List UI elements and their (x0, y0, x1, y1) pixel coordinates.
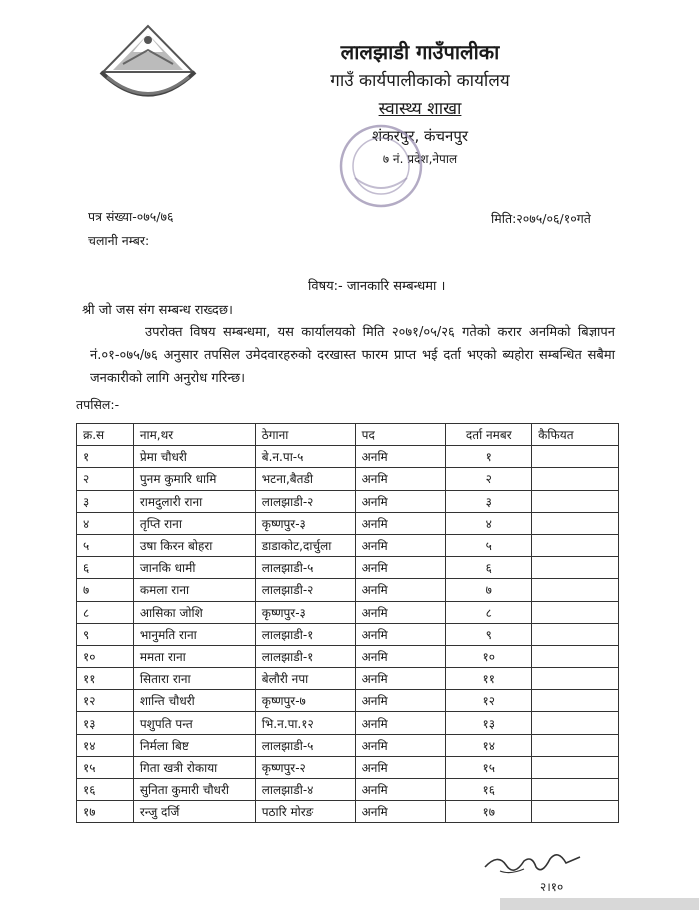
salutation: श्री जो जस संग सम्बन्ध राख्दछ। (82, 303, 233, 318)
table-row (77, 712, 619, 734)
cell-post: अनमि (355, 801, 446, 823)
cell-serial: ९ (77, 623, 134, 645)
cell-post: अनमि (355, 734, 446, 756)
cell-registration-number: १२ (446, 690, 532, 712)
table-row (77, 468, 619, 490)
cell-name: सितारा राना (133, 668, 255, 690)
cell-serial: २ (77, 468, 134, 490)
cell-serial: ७ (77, 579, 134, 601)
cell-remarks (532, 645, 619, 667)
section-name: स्वास्थ्य शाखा (378, 99, 462, 119)
cell-address: लालझाडी-४ (255, 779, 355, 801)
cell-name: सुनिता कुमारी चौधरी (133, 779, 255, 801)
cell-name: पशुपति पन्त (133, 712, 255, 734)
cell-serial: १० (77, 645, 134, 667)
reference-number: पत्र संख्या-०७५/७६ (88, 209, 174, 224)
table-row (77, 756, 619, 778)
cell-serial: १५ (77, 756, 134, 778)
applicant-register-table (76, 423, 619, 823)
letter-subject: विषय:- जानकारि सम्बन्धमा । (308, 279, 446, 294)
table-row (77, 534, 619, 556)
table-row (77, 601, 619, 623)
province-line: ७ नं. प्रदेश,नेपाल (382, 152, 458, 166)
cell-post: अनमि (355, 512, 446, 534)
cell-post: अनमि (355, 557, 446, 579)
cell-address: लालझाडी-५ (255, 557, 355, 579)
office-address: शंकरपुर, कंचनपुर (371, 127, 469, 145)
cell-address: पठारि मोरङ (255, 801, 355, 823)
cell-name: शान्ति चौधरी (133, 690, 255, 712)
table-row (77, 690, 619, 712)
letter-date: मिति:२०७५/०६/१०गते (491, 211, 591, 226)
cell-name: पुनम कुमारि धामि (133, 468, 255, 490)
cell-registration-number: ९ (446, 623, 532, 645)
cell-post: अनमि (355, 690, 446, 712)
municipality-name: लालझाडी गाउँपालीका (340, 40, 500, 64)
cell-address: बेलौरी नपा (255, 668, 355, 690)
cell-address: भि.न.पा.१२ (255, 712, 355, 734)
cell-serial: ८ (77, 601, 134, 623)
table-row (77, 734, 619, 756)
cell-serial: १७ (77, 801, 134, 823)
cell-remarks (532, 490, 619, 512)
cell-post: अनमि (355, 712, 446, 734)
cell-serial: ५ (77, 534, 134, 556)
cell-registration-number: ११ (446, 668, 532, 690)
cell-name: कमला राना (133, 579, 255, 601)
cell-address: कृष्णपुर-२ (255, 756, 355, 778)
table-header-row (77, 424, 619, 446)
header-remarks: कैफियत (532, 424, 619, 446)
cell-remarks (532, 623, 619, 645)
cell-post: अनमि (355, 490, 446, 512)
cell-post: अनमि (355, 468, 446, 490)
government-emblem-icon (93, 22, 203, 108)
cell-address: बे.न.पा-५ (255, 446, 355, 468)
cell-address: कृष्णपुर-७ (255, 690, 355, 712)
cell-registration-number: ५ (446, 534, 532, 556)
table-row (77, 446, 619, 468)
cell-post: अनमि (355, 779, 446, 801)
cell-registration-number: ८ (446, 601, 532, 623)
cell-registration-number: ७ (446, 579, 532, 601)
cell-registration-number: १ (446, 446, 532, 468)
cell-remarks (532, 801, 619, 823)
cell-registration-number: १४ (446, 734, 532, 756)
cell-remarks (532, 446, 619, 468)
cell-address: डाडाकोट,दार्चुला (255, 534, 355, 556)
table-row (77, 645, 619, 667)
cell-registration-number: १० (446, 645, 532, 667)
cell-address: लालझाडी-१ (255, 623, 355, 645)
cell-remarks (532, 468, 619, 490)
dispatch-number: चलानी नम्बर: (88, 233, 150, 248)
table-row (77, 801, 619, 823)
cell-post: अनमि (355, 623, 446, 645)
table-row (77, 779, 619, 801)
cell-address: भटना,बैतडी (255, 468, 355, 490)
cell-name: निर्मला बिष्ट (133, 734, 255, 756)
office-name: गाउँ कार्यपालीकाको कार्यालय (330, 71, 510, 91)
signature-mark: २।१० (540, 880, 564, 894)
cell-remarks (532, 601, 619, 623)
table-row (77, 579, 619, 601)
cell-remarks (532, 756, 619, 778)
letter-body: उपरोक्त विषय सम्बन्धमा, यस कार्यालयको मिति २०७१/०५/२६ गतेको करार अनमिको बिज्ञापन नं.०१-०७५/७६ अनुसार तपसिल उमेदवारहरुको दरखास्त फारम प्राप्त भई दर्ता भएको ब्यहोरा सम्बन्धित सबैमा जनकारीको लागि अनुरोध गरिन्छ। (90, 325, 615, 386)
cell-serial: १ (77, 446, 134, 468)
cell-address: लालझाडी-१ (255, 645, 355, 667)
cell-address: कृष्णपुर-३ (255, 601, 355, 623)
cell-name: जानकि धामी (133, 557, 255, 579)
cell-remarks (532, 734, 619, 756)
cell-post: अनमि (355, 601, 446, 623)
cell-serial: ११ (77, 668, 134, 690)
cell-post: अनमि (355, 534, 446, 556)
cell-post: अनमि (355, 756, 446, 778)
header-registration-number: दर्ता नमबर (446, 424, 532, 446)
cell-post: अनमि (355, 446, 446, 468)
table-row (77, 557, 619, 579)
cell-serial: १३ (77, 712, 134, 734)
cell-remarks (532, 557, 619, 579)
header-post: पद (355, 424, 446, 446)
cell-name: गिता खत्री रोकाया (133, 756, 255, 778)
table-row (77, 623, 619, 645)
cell-registration-number: ६ (446, 557, 532, 579)
cell-serial: ४ (77, 512, 134, 534)
cell-name: प्रेमा चौधरी (133, 446, 255, 468)
table-row (77, 512, 619, 534)
cell-address: कृष्णपुर-३ (255, 512, 355, 534)
cell-serial: ३ (77, 490, 134, 512)
cell-remarks (532, 712, 619, 734)
cell-name: तृप्ति राना (133, 512, 255, 534)
cell-remarks (532, 512, 619, 534)
cell-address: लालझाडी-५ (255, 734, 355, 756)
header-name: नाम,थर (133, 424, 255, 446)
cell-name: रामदुलारी राना (133, 490, 255, 512)
cell-address: लालझाडी-२ (255, 490, 355, 512)
cell-serial: १४ (77, 734, 134, 756)
header-serial: क्र.स (77, 424, 134, 446)
cell-registration-number: १३ (446, 712, 532, 734)
cell-registration-number: १७ (446, 801, 532, 823)
footer-strip (500, 898, 699, 910)
cell-name: रन्जु दर्जि (133, 801, 255, 823)
cell-post: अनमि (355, 668, 446, 690)
cell-registration-number: १६ (446, 779, 532, 801)
cell-serial: ६ (77, 557, 134, 579)
cell-serial: १२ (77, 690, 134, 712)
cell-name: भानुमति राना (133, 623, 255, 645)
officer-signature (480, 845, 590, 895)
cell-registration-number: १५ (446, 756, 532, 778)
cell-registration-number: ३ (446, 490, 532, 512)
cell-post: अनमि (355, 645, 446, 667)
cell-name: ममता राना (133, 645, 255, 667)
cell-remarks (532, 579, 619, 601)
table-row (77, 490, 619, 512)
cell-post: अनमि (355, 579, 446, 601)
cell-remarks (532, 534, 619, 556)
cell-serial: १६ (77, 779, 134, 801)
cell-registration-number: २ (446, 468, 532, 490)
cell-name: उषा किरन बोहरा (133, 534, 255, 556)
cell-name: आसिका जोशि (133, 601, 255, 623)
cell-registration-number: ४ (446, 512, 532, 534)
header-address: ठेगाना (255, 424, 355, 446)
cell-remarks (532, 668, 619, 690)
table-row (77, 668, 619, 690)
cell-remarks (532, 690, 619, 712)
office-seal-stamp (325, 118, 437, 213)
cell-remarks (532, 779, 619, 801)
annex-label: तपसिल:- (76, 397, 120, 412)
cell-address: लालझाडी-२ (255, 579, 355, 601)
